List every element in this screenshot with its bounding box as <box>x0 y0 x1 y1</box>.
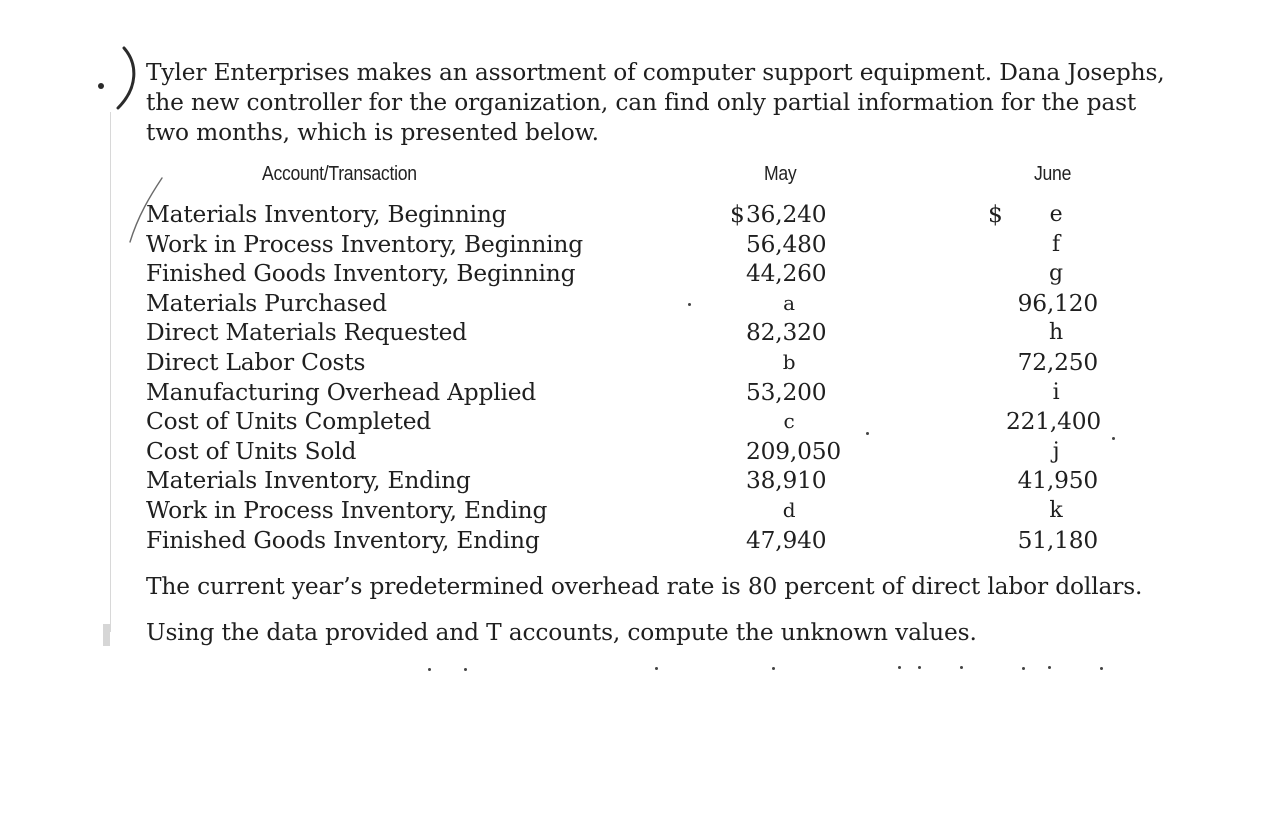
table-row <box>146 526 1106 556</box>
scan-speck <box>918 666 921 669</box>
june-value: 41,950 <box>1017 467 1098 495</box>
scan-speck <box>1112 437 1115 440</box>
row-label: Materials Inventory, Ending <box>146 467 471 495</box>
row-label: Cost of Units Sold <box>146 437 357 465</box>
row-label: Work in Process Inventory, Beginning <box>146 230 583 258</box>
overhead-rate-note: The current year’s predetermined overhead rate is 80 percent of direct labor dollars. <box>146 573 1143 600</box>
may-value: 38,910 <box>746 467 827 495</box>
margin-tick <box>103 624 110 646</box>
currency-symbol-june: $ <box>988 201 1003 228</box>
june-value: k <box>1049 497 1063 523</box>
scan-speck <box>464 668 467 671</box>
june-value: i <box>1052 379 1060 405</box>
scan-speck <box>1100 667 1103 670</box>
table-row <box>146 318 1106 348</box>
june-value: j <box>1052 438 1060 464</box>
row-label: Finished Goods Inventory, Ending <box>146 526 540 554</box>
scan-speck <box>655 667 658 670</box>
table-row <box>146 437 1106 467</box>
scan-speck <box>1048 666 1051 669</box>
problem-intro <box>146 58 1165 148</box>
row-label: Direct Materials Requested <box>146 319 467 347</box>
may-value: a <box>783 290 795 315</box>
table-row <box>146 200 1106 230</box>
table-row <box>146 466 1106 496</box>
may-value: 47,940 <box>746 526 827 554</box>
row-label: Work in Process Inventory, Ending <box>146 496 548 524</box>
table-row <box>146 496 1106 526</box>
row-label: Materials Purchased <box>146 289 387 317</box>
june-value: f <box>1052 231 1060 257</box>
scan-speck <box>960 666 963 669</box>
may-value: b <box>782 349 796 374</box>
table-row <box>146 230 1106 260</box>
may-value: d <box>782 497 796 522</box>
instruction-text: Using the data provided and T accounts, compute the unknown values. <box>146 619 977 646</box>
row-label: Direct Labor Costs <box>146 348 366 376</box>
scan-speck <box>772 667 775 670</box>
june-value: g <box>1049 261 1063 287</box>
june-value: 51,180 <box>1017 526 1098 554</box>
june-value: e <box>1049 202 1063 227</box>
scan-speck <box>898 666 901 669</box>
may-value: 209,050 <box>746 437 841 465</box>
intro-line-2: the new controller for the organization, can find only partial information for the past <box>146 89 1137 116</box>
may-value: 44,260 <box>746 260 827 288</box>
intro-line-3: two months, which is presented below. <box>146 119 599 146</box>
currency-symbol-may: $ <box>730 201 745 228</box>
may-value: c <box>783 409 795 434</box>
table-row <box>146 259 1106 289</box>
scan-speck <box>428 668 431 671</box>
june-value: 72,250 <box>1017 348 1098 376</box>
table-row <box>146 378 1106 408</box>
header-may: May <box>764 163 797 185</box>
row-label: Finished Goods Inventory, Beginning <box>146 260 576 288</box>
margin-line <box>110 112 111 632</box>
header-account-transaction: Account/Transaction <box>262 163 417 185</box>
header-june: June <box>1034 163 1072 185</box>
june-value: 221,400 <box>1006 408 1101 436</box>
may-value: 56,480 <box>746 230 827 258</box>
scan-speck <box>1022 667 1025 670</box>
scan-speck <box>688 303 691 306</box>
row-label: Cost of Units Completed <box>146 408 431 436</box>
may-value: 82,320 <box>746 319 827 347</box>
june-value: h <box>1049 320 1063 346</box>
handwritten-parenthesis-mark <box>104 44 144 112</box>
account-table <box>146 200 1106 555</box>
row-label: Manufacturing Overhead Applied <box>146 378 537 406</box>
scan-speck <box>866 432 869 435</box>
intro-line-1: Tyler Enterprises makes an assortment of computer support equipment. Dana Josephs, <box>146 59 1165 86</box>
june-value: 96,120 <box>1017 289 1098 317</box>
may-value: 36,240 <box>746 201 827 228</box>
table-row <box>146 289 1106 319</box>
may-value: 53,200 <box>746 378 827 406</box>
table-row <box>146 407 1106 437</box>
table-row <box>146 348 1106 378</box>
row-label: Materials Inventory, Beginning <box>146 201 507 228</box>
